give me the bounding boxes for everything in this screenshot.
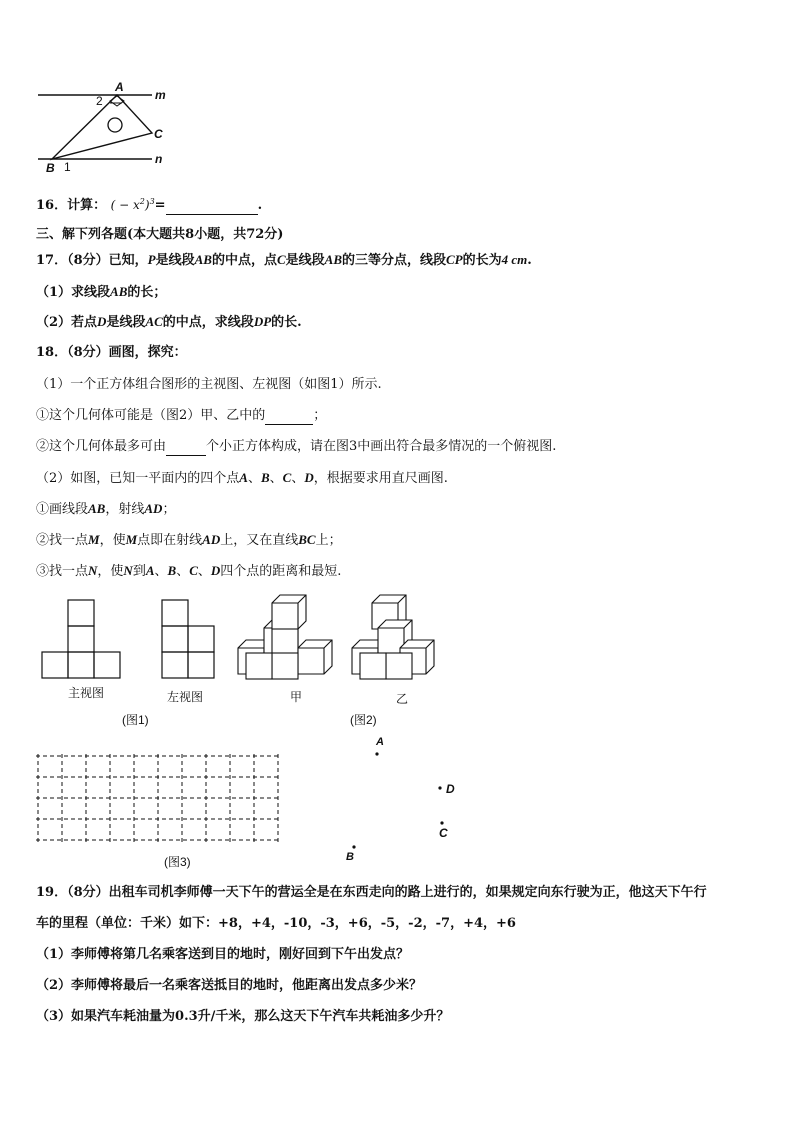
answer-blank[interactable]: [265, 410, 313, 425]
question-number: 16．: [36, 198, 68, 213]
label-B: B: [46, 161, 55, 175]
question-16: 16．计算： ( − $x^2)^3=$ .: [36, 197, 263, 213]
question-18: 18．（8分）画图，探究：: [36, 345, 187, 360]
left-view-caption: 左视图: [167, 690, 204, 704]
question-18-part-2: （2）如图，已知一平面内的四个点A、B、C、D，根据要求用直尺画图.: [36, 470, 448, 486]
question-19-part-2: （2）李师傅将最后一名乘客送抵目的地时，他距离出发点多少米？: [36, 978, 423, 993]
label-m: m: [155, 88, 166, 102]
question-17-part-2: （2）若点D是线段AC的中点，求线段DP的长.: [36, 314, 302, 330]
figure-1-caption: (图1): [122, 713, 149, 727]
question-18-step-1: ①画线段AB，射线AD；: [36, 501, 176, 517]
point-D-label: D: [446, 782, 455, 796]
angle-1-label: 1: [64, 160, 71, 174]
question-17-part-1: （1）求线段AB的长；: [36, 284, 167, 300]
angle-2-label: 2: [96, 94, 103, 108]
figure-3-caption: (图3): [164, 855, 191, 869]
question-19-part-3: （3）如果汽车耗油量为0.3升/千米，那么这天下午汽车共耗油多少升？: [36, 1009, 450, 1024]
question-18-item-2: ②这个几何体最多可由 个小正方体构成，请在图3中画出符合最多情况的一个俯视图.: [36, 439, 557, 454]
figure-2-caption: (图2): [350, 713, 377, 727]
answer-blank[interactable]: [166, 441, 206, 456]
section-heading: 三、解下列各题(本大题共8小题，共72分): [36, 227, 284, 242]
question-19: 19．（8分）出租车司机李师傅一天下午的营运全是在东西走向的路上进行的，如果规定向东行驶为正，他这天下午行: [36, 885, 707, 900]
main-view-caption: 主视图: [68, 686, 105, 700]
question-19-part-1: （1）李师傅将第几名乘客送到目的地时，刚好回到下午出发点？: [36, 947, 410, 962]
point-A-label: A: [376, 736, 384, 748]
question-18-step-3: ③找一点N，使N到A、B、C、D四个点的距离和最短.: [36, 563, 342, 579]
question-18-item-1: ①这个几何体可能是（图2）甲、乙中的 ；: [36, 408, 327, 423]
question-text: 计算：: [67, 198, 107, 213]
answer-blank[interactable]: [166, 200, 258, 215]
point-C-label: C: [439, 826, 448, 840]
yi-caption: 乙: [396, 692, 409, 706]
question-17: 17．（8分）已知，P是线段AB的中点，点C是线段AB的三等分点，线段CP的长为4 cm.: [36, 252, 532, 268]
question-18-step-2: ②找一点M，使M点即在射线AD上，又在直线BC上；: [36, 532, 342, 548]
four-points: [0, 735, 794, 875]
point-B-label: B: [346, 851, 354, 863]
label-n: n: [155, 152, 163, 166]
question-18-part-1: （1）一个正方体组合图形的主视图、左视图（如图1）所示.: [36, 377, 382, 392]
math-expression: ( − $x^2)^3$: [110, 197, 155, 212]
label-C: C: [154, 127, 163, 141]
question-19-line-2: 车的里程（单位：千米）如下：+8，+4，-10，-3，+6，-5，-2，-7，+4，+6: [36, 916, 516, 931]
label-A: A: [115, 80, 124, 94]
jia-caption: 甲: [290, 690, 303, 704]
views-figures: [0, 595, 794, 735]
